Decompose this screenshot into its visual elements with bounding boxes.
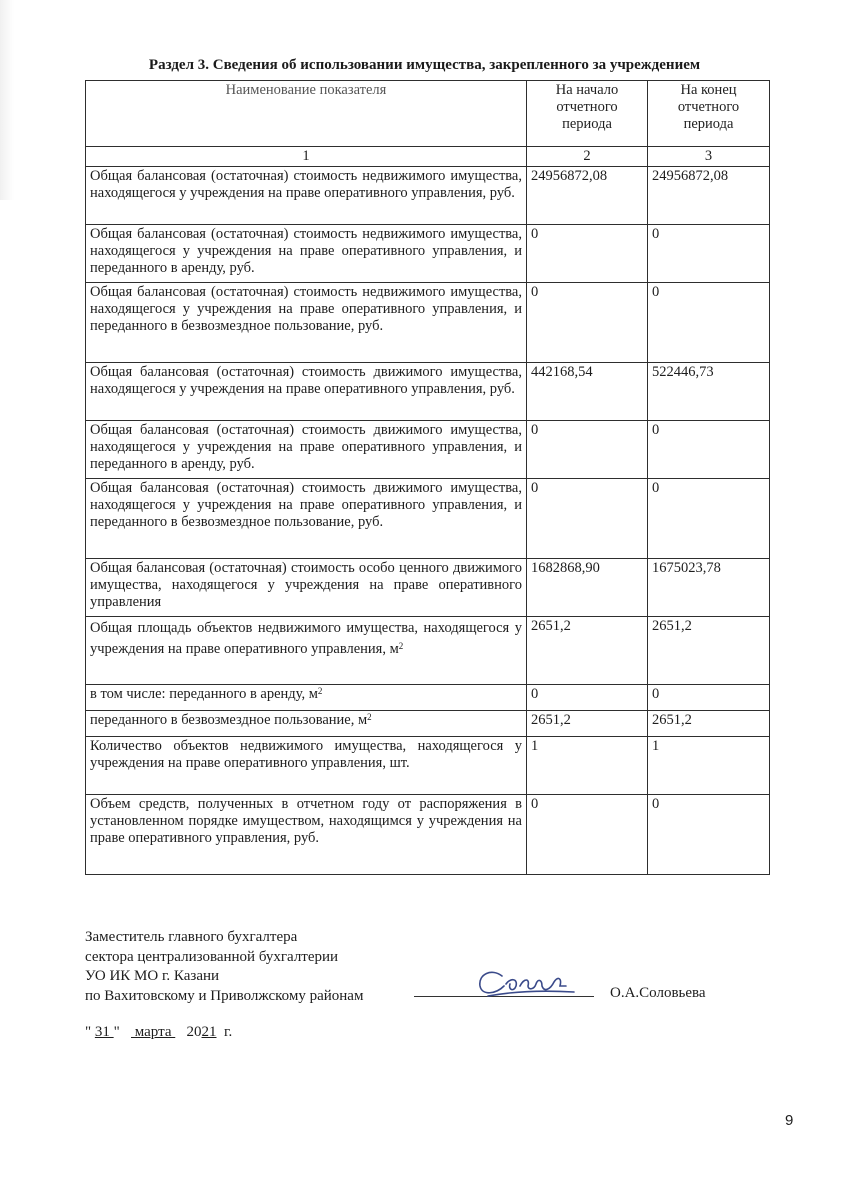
indicator-name-text: Общая балансовая (остаточная) стоимость движимого имущества, находящегося у учреждения на праве оперативного управления, и переданного в безвозмездное пользование, руб.	[90, 480, 522, 530]
value-period-end: 1	[648, 737, 770, 795]
date-day: 31	[94, 1024, 114, 1040]
value-period-start: 24956872,08	[527, 167, 648, 225]
column-number: 3	[648, 147, 770, 167]
table-row	[86, 559, 770, 617]
column-number: 1	[86, 147, 527, 167]
value-period-start: 0	[527, 225, 648, 283]
indicator-name-text: Количество объектов недвижимого имущества, находящегося у учреждения на праве оперативного управления, шт.	[90, 738, 522, 771]
table-row	[86, 363, 770, 421]
header-period-start: На начало отчетного периода	[527, 81, 648, 147]
indicator-name-text: Общая балансовая (остаточная) стоимость особо ценного движимого имущества, находящегося у учреждения на праве оперативного управления	[90, 560, 522, 610]
indicator-name	[86, 167, 527, 225]
value-period-end: 24956872,08	[648, 167, 770, 225]
indicator-name	[86, 283, 527, 363]
indicator-name	[86, 479, 527, 559]
date-quote: "	[113, 1024, 120, 1040]
table-row	[86, 685, 770, 711]
indicator-name-text: переданного в безвозмездное пользование, м	[90, 712, 368, 728]
value-period-end: 1675023,78	[648, 559, 770, 617]
value-period-start: 0	[527, 283, 648, 363]
value-period-end: 0	[648, 685, 770, 711]
value-period-end: 0	[648, 421, 770, 479]
date-year-suffix: 21	[201, 1024, 217, 1040]
table-row	[86, 225, 770, 283]
table-row	[86, 283, 770, 363]
indicator-name-text: Общая балансовая (остаточная) стоимость недвижимого имущества, находящегося у учреждения на праве оперативного управления, руб.	[90, 168, 522, 201]
indicator-name-text: Общая балансовая (остаточная) стоимость движимого имущества, находящегося у учреждения на праве оперативного управления, и переданного в аренду, руб.	[90, 422, 522, 472]
indicator-name	[86, 795, 527, 875]
table-row	[86, 421, 770, 479]
unit-superscript: 2	[367, 712, 372, 722]
table-row	[86, 737, 770, 795]
indicator-name	[86, 225, 527, 283]
property-usage-table	[85, 80, 770, 875]
handwritten-signature	[470, 956, 580, 1008]
indicator-name-text: Общая балансовая (остаточная) стоимость недвижимого имущества, находящегося у учреждения на праве оперативного управления, и переданного в безвозмездное пользование, руб.	[90, 284, 522, 334]
value-period-start: 0	[527, 795, 648, 875]
column-number-row	[86, 147, 770, 167]
page-number: 9	[785, 1112, 794, 1129]
indicator-name	[86, 737, 527, 795]
indicator-name-text: в том числе: переданного в аренду, м	[90, 686, 318, 702]
value-period-end: 0	[648, 225, 770, 283]
table-row	[86, 711, 770, 737]
signatory-block	[85, 928, 363, 1006]
value-period-end: 522446,73	[648, 363, 770, 421]
date-year-prefix: 20	[186, 1024, 202, 1040]
value-period-end: 0	[648, 479, 770, 559]
date-quote: "	[85, 1024, 92, 1040]
value-period-start: 442168,54	[527, 363, 648, 421]
date-month: марта	[131, 1024, 176, 1040]
indicator-name-text: Общая балансовая (остаточная) стоимость движимого имущества, находящегося у учреждения на праве оперативного управления, руб.	[90, 364, 522, 397]
indicator-name	[86, 685, 527, 711]
column-number: 2	[527, 147, 648, 167]
table-row	[86, 167, 770, 225]
signatory-position: Заместитель главного бухгалтера	[85, 929, 298, 945]
value-period-start: 0	[527, 685, 648, 711]
header-row	[86, 81, 770, 147]
indicator-name	[86, 363, 527, 421]
indicator-name-text: Общая площадь объектов недвижимого имущества, находящегося у учреждения на праве оперативного управления, м	[90, 620, 522, 657]
scan-edge-shadow	[0, 0, 14, 200]
unit-superscript: 2	[398, 641, 404, 651]
indicator-name	[86, 559, 527, 617]
indicator-name	[86, 617, 527, 685]
value-period-start: 2651,2	[527, 617, 648, 685]
indicator-name-text: Общая балансовая (остаточная) стоимость недвижимого имущества, находящегося у учреждения на праве оперативного управления, и переданного в аренду, руб.	[90, 226, 522, 276]
table-row	[86, 617, 770, 685]
value-period-start: 0	[527, 421, 648, 479]
document-date	[85, 1024, 232, 1041]
indicator-name	[86, 421, 527, 479]
signatory-position: УО ИК МО г. Казани	[85, 968, 220, 984]
value-period-end: 0	[648, 283, 770, 363]
value-period-start: 2651,2	[527, 711, 648, 737]
value-period-start: 0	[527, 479, 648, 559]
value-period-end: 0	[648, 795, 770, 875]
unit-superscript: 2	[317, 686, 323, 696]
section-title: Раздел 3. Сведения об использовании имущества, закрепленного за учреждением	[148, 57, 701, 73]
signatory-position: по Вахитовскому и Приволжскому районам	[85, 987, 364, 1004]
header-indicator-name: Наименование показателя	[86, 81, 527, 147]
value-period-start: 1	[527, 737, 648, 795]
signatory-position: сектора централизованной бухгалтерии	[85, 948, 339, 965]
table-row	[86, 479, 770, 559]
value-period-end: 2651,2	[648, 711, 770, 737]
value-period-end: 2651,2	[648, 617, 770, 685]
header-period-end: На конец отчетного периода	[648, 81, 770, 147]
table-row	[86, 795, 770, 875]
date-suffix: г.	[224, 1024, 233, 1040]
signatory-name: О.А.Соловьева	[610, 985, 706, 1001]
indicator-name	[86, 711, 527, 737]
value-period-start: 1682868,90	[527, 559, 648, 617]
indicator-name-text: Объем средств, полученных в отчетном году от распоряжения в установленном порядке имуществом, находящимся у учреждения на праве оперативного управления, руб.	[90, 796, 522, 846]
